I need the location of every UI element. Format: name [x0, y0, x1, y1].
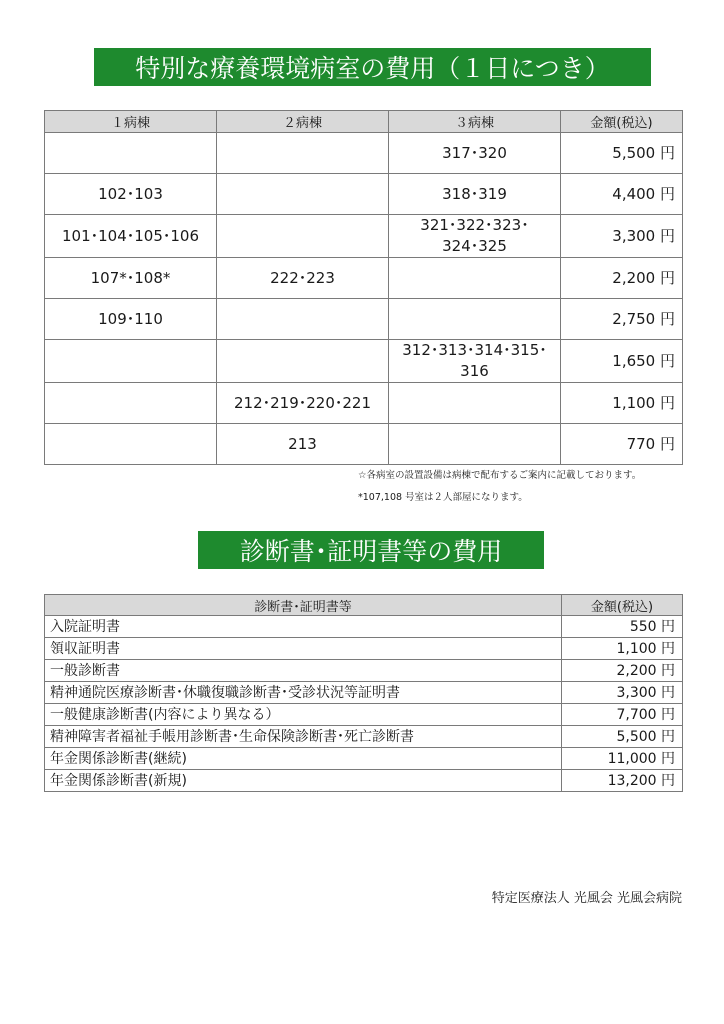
ward-2-rooms	[217, 133, 389, 174]
header-price: 金額(税込)	[561, 111, 683, 133]
table-row	[45, 616, 683, 638]
doc-table-header-row	[45, 595, 683, 616]
ward-3-rooms-text: 321･322･323･ 324･325	[420, 216, 529, 255]
ward-1-rooms	[45, 383, 217, 424]
document-name: 入院証明書	[45, 616, 562, 638]
note-equipment: ☆各病室の設置設備は病棟で配布するご案内に記載しております。	[358, 470, 642, 481]
room-price: 3,300 円	[561, 215, 683, 258]
header-ward-1: １病棟	[45, 111, 217, 133]
room-price: 770 円	[561, 424, 683, 465]
hospital-name: 特定医療法人 光風会 光風会病院	[491, 891, 682, 906]
ward-3-rooms	[389, 340, 561, 383]
table-row	[45, 638, 683, 660]
page-title-room-fees: 特別な療養環境病室の費用（１日につき）	[94, 48, 651, 86]
ward-3-rooms	[389, 383, 561, 424]
document-name: 年金関係診断書(新規)	[45, 770, 562, 792]
document-fee-table	[44, 594, 683, 792]
table-row	[45, 133, 683, 174]
table-row	[45, 726, 683, 748]
table-row	[45, 660, 683, 682]
ward-3-rooms	[389, 215, 561, 258]
note-double-rooms: *107,108 号室は２人部屋になります。	[358, 492, 528, 503]
document-price: 550 円	[562, 616, 683, 638]
ward-1-rooms: 109･110	[45, 299, 217, 340]
table-row	[45, 424, 683, 465]
document-price: 7,700 円	[562, 704, 683, 726]
table-row	[45, 174, 683, 215]
ward-1-rooms: 102･103	[45, 174, 217, 215]
room-fee-table	[44, 110, 683, 465]
room-table-header-row	[45, 111, 683, 133]
table-row	[45, 340, 683, 383]
document-price: 3,300 円	[562, 682, 683, 704]
ward-3-rooms-text: 312･313･314･315･ 316	[402, 341, 547, 380]
ward-2-rooms	[217, 174, 389, 215]
room-price: 1,650 円	[561, 340, 683, 383]
table-row	[45, 383, 683, 424]
ward-2-rooms: 213	[217, 424, 389, 465]
document-name: 精神障害者福祉手帳用診断書･生命保険診断書･死亡診断書	[45, 726, 562, 748]
room-price: 2,200 円	[561, 258, 683, 299]
ward-2-rooms	[217, 299, 389, 340]
document-price: 1,100 円	[562, 638, 683, 660]
room-price: 4,400 円	[561, 174, 683, 215]
ward-1-rooms	[45, 340, 217, 383]
ward-2-rooms: 212･219･220･221	[217, 383, 389, 424]
header-ward-3: ３病棟	[389, 111, 561, 133]
ward-1-rooms: 101･104･105･106	[45, 215, 217, 258]
room-price: 5,500 円	[561, 133, 683, 174]
table-row	[45, 215, 683, 258]
ward-2-rooms: 222･223	[217, 258, 389, 299]
table-row	[45, 299, 683, 340]
ward-2-rooms	[217, 215, 389, 258]
ward-1-rooms	[45, 133, 217, 174]
ward-1-rooms	[45, 424, 217, 465]
document-name: 一般健康診断書(内容により異なる）	[45, 704, 562, 726]
document-name: 年金関係診断書(継続)	[45, 748, 562, 770]
page-title-document-fees: 診断書･証明書等の費用	[198, 531, 544, 569]
document-name: 領収証明書	[45, 638, 562, 660]
header-price: 金額(税込)	[562, 595, 683, 616]
document-name: 一般診断書	[45, 660, 562, 682]
room-price: 2,750 円	[561, 299, 683, 340]
document-price: 5,500 円	[562, 726, 683, 748]
table-row	[45, 682, 683, 704]
ward-3-rooms	[389, 258, 561, 299]
document-name: 精神通院医療診断書･休職復職診断書･受診状況等証明書	[45, 682, 562, 704]
ward-3-rooms	[389, 424, 561, 465]
document-price: 11,000 円	[562, 748, 683, 770]
table-row	[45, 748, 683, 770]
table-row	[45, 258, 683, 299]
ward-3-rooms: 318･319	[389, 174, 561, 215]
header-ward-2: ２病棟	[217, 111, 389, 133]
table-row	[45, 704, 683, 726]
header-document: 診断書･証明書等	[45, 595, 562, 616]
ward-2-rooms	[217, 340, 389, 383]
ward-3-rooms	[389, 299, 561, 340]
document-price: 2,200 円	[562, 660, 683, 682]
table-row	[45, 770, 683, 792]
document-price: 13,200 円	[562, 770, 683, 792]
room-price: 1,100 円	[561, 383, 683, 424]
ward-3-rooms: 317･320	[389, 133, 561, 174]
ward-1-rooms: 107*･108*	[45, 258, 217, 299]
